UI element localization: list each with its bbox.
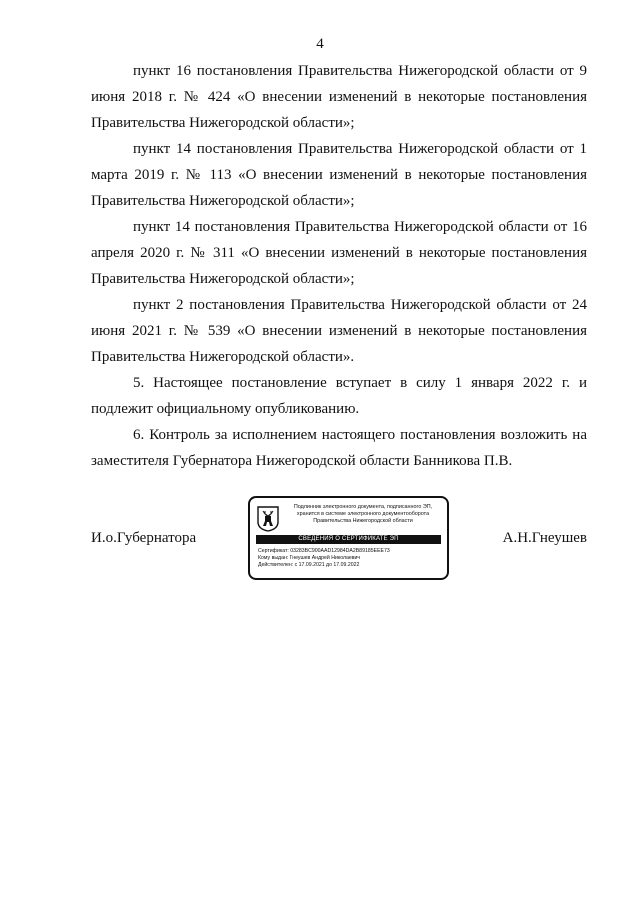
paragraph-4: пункт 2 постановления Правительства Нижегородской области от 24 июня 2021 г. № 539 «О внесении изменений в некоторые постановления Правительства Нижегородской области». <box>91 297 587 365</box>
stamp-certificate-bar: СВЕДЕНИЯ О СЕРТИФИКАТЕ ЭП <box>256 535 441 544</box>
deer-emblem-icon <box>257 506 279 532</box>
stamp-header <box>283 504 443 525</box>
stamp-header-line-2: хранится в системе электронного документооборота <box>296 511 430 517</box>
stamp-certificate: Сертификат: 03283BC900AAD12984DA2B89185EEE73 <box>258 548 390 554</box>
signatory-name: А.Н.Гнеушев <box>502 530 587 546</box>
stamp-valid: Действителен: с 17.09.2021 до 17.09.2022 <box>258 562 360 568</box>
electronic-signature-stamp <box>248 496 449 580</box>
stamp-header-line-1: Подлинник электронного документа, подписанного ЭП, <box>293 504 433 510</box>
paragraph-1: пункт 16 постановления Правительства Нижегородской области от 9 июня 2018 г. № 424 «О внесении изменений в некоторые постановления Правительства Нижегородской области»; <box>91 63 587 131</box>
document-body <box>91 58 587 474</box>
stamp-issued-to: Кому выдан: Гнеушев Андрей Николаевич <box>258 555 361 561</box>
paragraph-2: пункт 14 постановления Правительства Нижегородской области от 1 марта 2019 г. № 113 «О внесении изменений в некоторые постановления Правительства Нижегородской области»; <box>91 141 587 209</box>
paragraph-3: пункт 14 постановления Правительства Нижегородской области от 16 апреля 2020 г. № 311 «О внесении изменений в некоторые постановления Правительства Нижегородской области»; <box>91 219 587 287</box>
stamp-header-line-3: Правительства Нижегородской области <box>313 518 413 524</box>
signature-block <box>91 496 587 586</box>
paragraph-6: 6. Контроль за исполнением настоящего постановления возложить на заместителя Губернатора Нижегородской области Банникова П.В. <box>91 427 587 469</box>
signatory-title: И.о.Губернатора <box>91 530 197 546</box>
stamp-details <box>258 548 443 569</box>
paragraph-5: 5. Настоящее постановление вступает в силу 1 января 2022 г. и подлежит официальному опубликованию. <box>91 375 587 417</box>
page-number: 4 <box>316 36 324 52</box>
